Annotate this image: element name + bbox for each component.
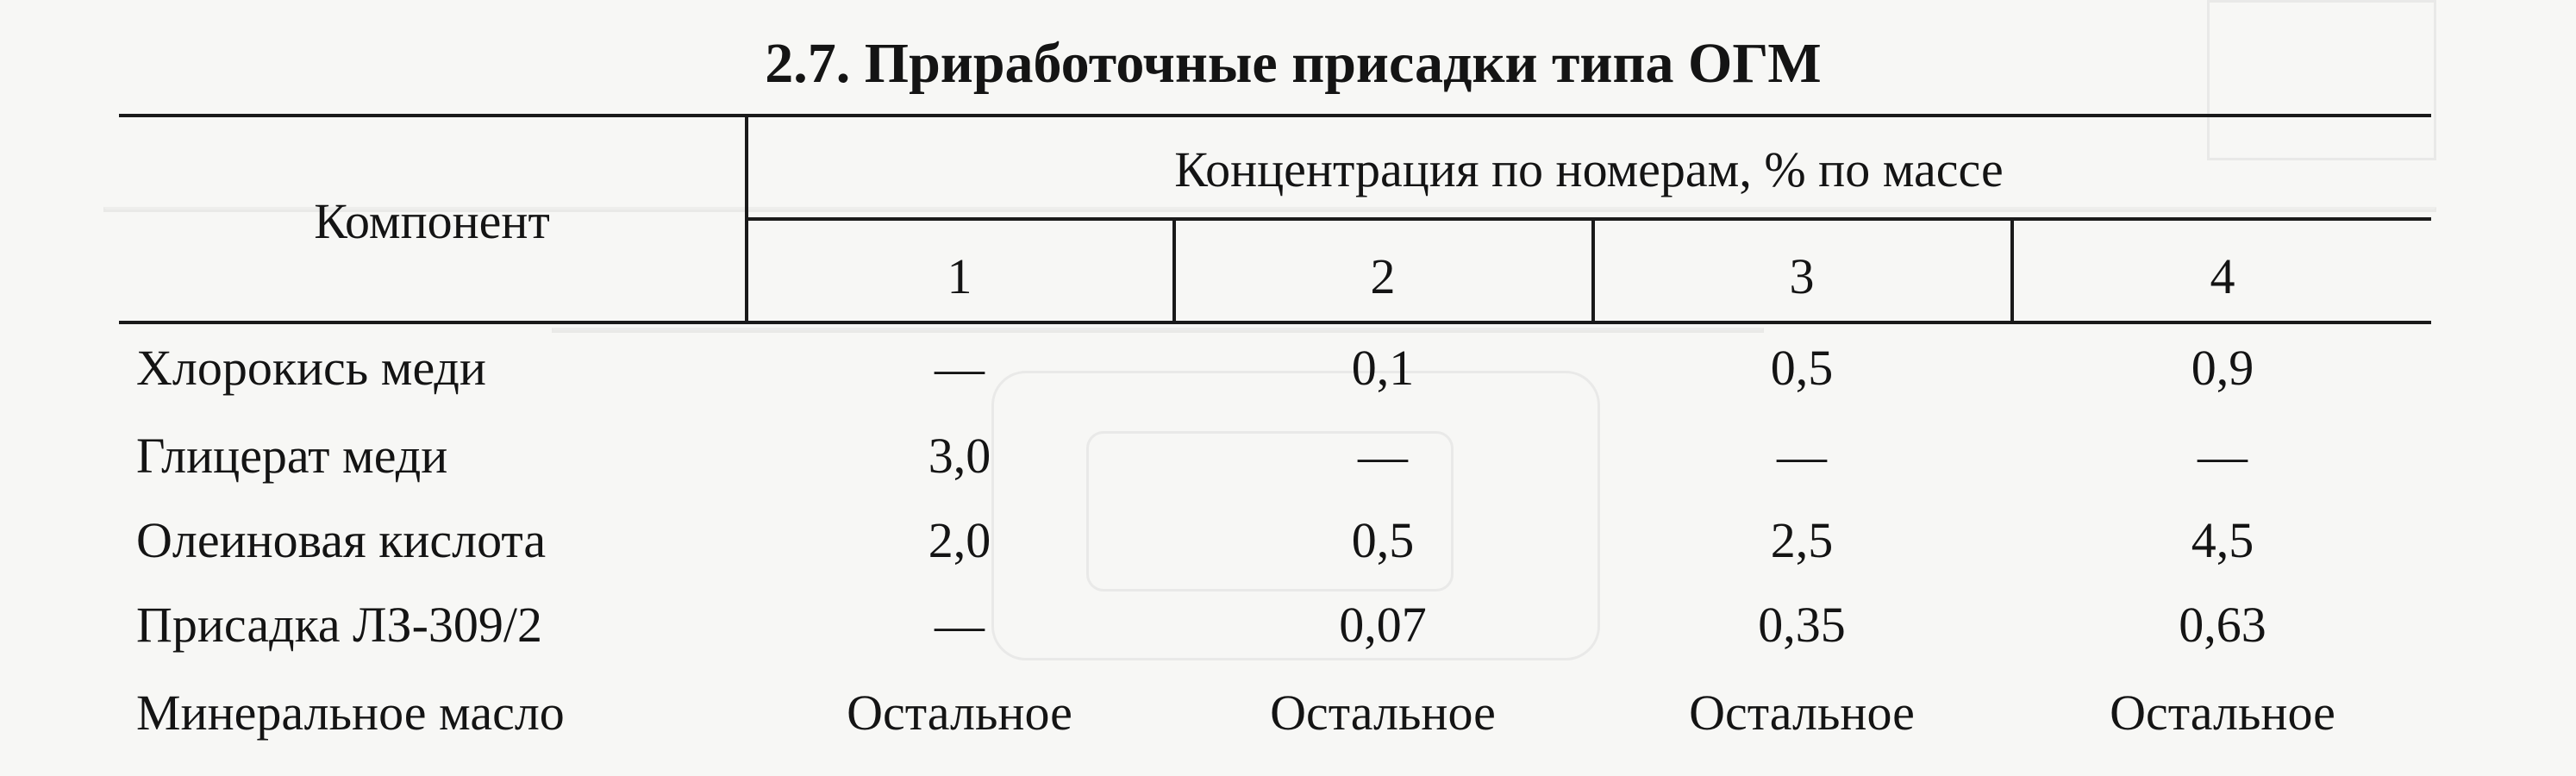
row-5-value-2: Остальное (1270, 685, 1496, 741)
row-3-value-4: 4,5 (2191, 512, 2254, 568)
row-2-value-2: — (1358, 428, 1408, 484)
bleed-through-texture (2207, 0, 2436, 160)
row-3-value-3: 2,5 (1770, 512, 1834, 568)
header-number-3: 3 (1789, 248, 1815, 304)
table-title: 2.7. Приработочные присадки типа ОГМ (765, 32, 1822, 95)
table-top-rule (119, 114, 2431, 117)
row-5-value-1: Остальное (847, 685, 1072, 741)
row-4-value-3: 0,35 (1758, 597, 1846, 653)
row-5-component: Минеральное масло (136, 685, 565, 741)
row-2-value-4: — (2198, 428, 2248, 484)
row-2-value-1: 3,0 (928, 428, 991, 484)
row-1-component: Хлорокись меди (136, 340, 486, 396)
row-2-value-3: — (1777, 428, 1827, 484)
header-bottom-rule (119, 321, 2431, 324)
row-4-value-4: 0,63 (2179, 597, 2267, 653)
row-1-value-4: 0,9 (2191, 340, 2254, 396)
header-number-1: 1 (947, 248, 972, 304)
row-5-value-4: Остальное (2110, 685, 2335, 741)
row-3-value-2: 0,5 (1351, 512, 1415, 568)
row-2-component: Глицерат меди (136, 428, 448, 484)
header-component: Компонент (314, 193, 550, 249)
row-1-value-3: 0,5 (1770, 340, 1834, 396)
row-3-component: Олеиновая кислота (136, 512, 547, 568)
bleed-through-texture (552, 328, 1764, 333)
header-number-4: 4 (2210, 248, 2235, 304)
header-split-rule (747, 217, 2431, 221)
row-4-value-2: 0,07 (1339, 597, 1427, 653)
row-1-value-1: — (935, 340, 985, 396)
row-3-value-1: 2,0 (928, 512, 991, 568)
row-4-value-1: — (935, 597, 985, 653)
header-number-2: 2 (1370, 248, 1396, 304)
row-5-value-3: Остальное (1689, 685, 1915, 741)
row-4-component: Присадка ЛЗ-309/2 (136, 597, 542, 653)
header-concentration: Концентрация по номерам, % по массе (1174, 141, 2004, 197)
row-1-value-2: 0,1 (1351, 340, 1415, 396)
